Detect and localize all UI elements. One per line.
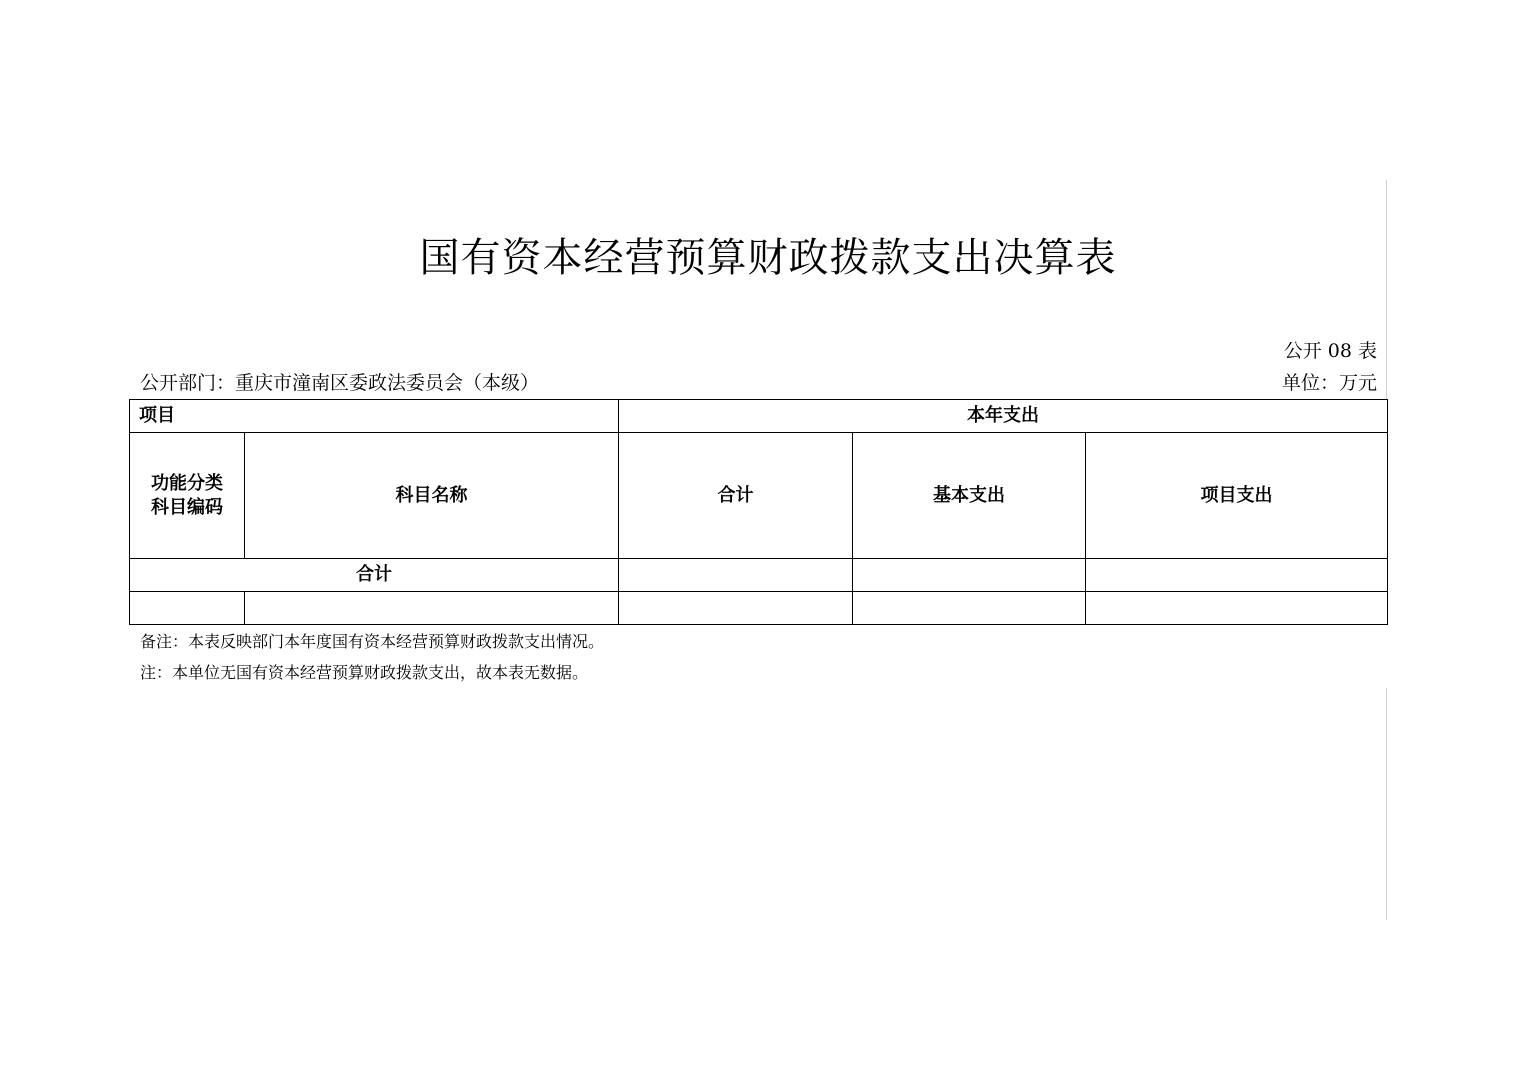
department-label: 公开部门：重庆市潼南区委政法委员会（本级） xyxy=(140,372,540,394)
row-basic xyxy=(853,592,1086,625)
page-edge-line-top xyxy=(1386,180,1387,400)
row-project xyxy=(1086,592,1388,625)
total-row-project xyxy=(1086,559,1388,592)
row-code xyxy=(130,592,245,625)
header-row-2 xyxy=(130,433,1388,559)
col-header-code-line1: 功能分类 xyxy=(151,472,223,494)
col-header-total: 合计 xyxy=(619,433,853,559)
unit-label: 单位：万元 xyxy=(1281,372,1377,394)
col-header-name: 科目名称 xyxy=(245,433,619,559)
col-header-basic: 基本支出 xyxy=(853,433,1086,559)
remark-note: 备注：本表反映部门本年度国有资本经营预算财政拨款支出情况。 xyxy=(140,632,605,651)
row-total xyxy=(619,592,853,625)
table-row xyxy=(130,592,1388,625)
total-row-basic xyxy=(853,559,1086,592)
row-name xyxy=(245,592,619,625)
no-data-note: 注：本单位无国有资本经营预算财政拨款支出，故本表无数据。 xyxy=(140,663,589,682)
form-number: 公开 08 表 xyxy=(1283,340,1377,362)
page-title: 国有资本经营预算财政拨款支出决算表 xyxy=(419,235,1117,281)
header-row-1 xyxy=(130,400,1388,433)
page-edge-line-bottom xyxy=(1386,688,1387,920)
col-header-code-line2: 科目编码 xyxy=(151,496,223,518)
col-header-project: 项目支出 xyxy=(1086,433,1388,559)
header-project: 项目 xyxy=(130,400,619,433)
budget-table xyxy=(129,399,1388,625)
total-row xyxy=(130,559,1388,592)
total-row-label: 合计 xyxy=(130,559,619,592)
header-current-year: 本年支出 xyxy=(619,400,1388,433)
total-row-total xyxy=(619,559,853,592)
col-header-code xyxy=(130,433,245,559)
